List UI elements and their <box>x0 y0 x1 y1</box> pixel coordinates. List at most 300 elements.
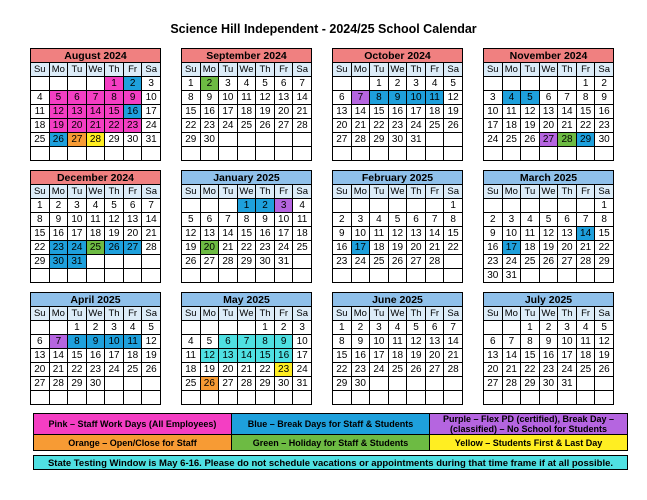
weekday-label: We <box>539 307 558 321</box>
day-cell: 12 <box>407 335 426 349</box>
day-cell: 3 <box>484 91 503 105</box>
weekday-label: We <box>237 185 256 199</box>
weekday-label: Tu <box>370 185 389 199</box>
day-cell: 14 <box>86 105 105 119</box>
weekday-label: We <box>388 185 407 199</box>
day-cell: 13 <box>219 349 238 363</box>
day-cell: 1 <box>68 321 87 335</box>
day-cell: 23 <box>351 363 370 377</box>
day-cell: 15 <box>256 349 275 363</box>
day-cell: 10 <box>293 335 312 349</box>
weekday-label: Th <box>558 307 577 321</box>
day-cell: 13 <box>333 105 352 119</box>
day-cell: 4 <box>502 91 521 105</box>
day-cell: 11 <box>425 91 444 105</box>
day-cell: 22 <box>105 119 124 133</box>
weekday-label: Tu <box>370 307 389 321</box>
weekday-label: Mo <box>502 307 521 321</box>
weekday-label: We <box>539 63 558 77</box>
day-cell: 8 <box>237 213 256 227</box>
day-cell: 2 <box>86 321 105 335</box>
weekday-label: Th <box>256 63 275 77</box>
day-cell: 12 <box>105 213 124 227</box>
empty-cell <box>274 391 293 405</box>
day-cell: 9 <box>595 91 614 105</box>
weekday-label: Th <box>407 185 426 199</box>
empty-cell <box>444 147 463 161</box>
empty-cell <box>388 377 407 391</box>
day-cell: 20 <box>333 119 352 133</box>
day-cell: 13 <box>484 349 503 363</box>
day-cell: 21 <box>49 363 68 377</box>
day-cell: 28 <box>351 133 370 147</box>
day-cell: 20 <box>68 119 87 133</box>
day-cell: 26 <box>444 119 463 133</box>
day-cell: 23 <box>333 255 352 269</box>
empty-cell <box>576 391 595 405</box>
day-cell: 29 <box>182 133 201 147</box>
weekday-label: Su <box>333 63 352 77</box>
empty-cell <box>182 269 201 283</box>
day-cell: 17 <box>293 349 312 363</box>
empty-cell <box>200 391 219 405</box>
weekday-label: Tu <box>219 307 238 321</box>
day-cell: 8 <box>333 335 352 349</box>
day-cell: 4 <box>123 321 142 335</box>
day-cell: 24 <box>502 255 521 269</box>
day-cell: 20 <box>219 363 238 377</box>
day-cell: 19 <box>595 349 614 363</box>
empty-cell <box>521 269 540 283</box>
weekday-label: We <box>388 63 407 77</box>
day-cell: 10 <box>219 91 238 105</box>
month-title: December 2024 <box>30 170 161 184</box>
day-cell: 30 <box>86 377 105 391</box>
day-cell: 21 <box>86 119 105 133</box>
day-cell: 8 <box>521 335 540 349</box>
weekday-label: Fr <box>123 307 142 321</box>
day-cell: 9 <box>388 91 407 105</box>
empty-cell <box>388 269 407 283</box>
day-cell: 1 <box>576 77 595 91</box>
day-cell: 22 <box>256 363 275 377</box>
empty-cell <box>351 391 370 405</box>
day-cell: 19 <box>105 227 124 241</box>
weekday-label: Su <box>484 307 503 321</box>
day-cell: 3 <box>502 213 521 227</box>
day-cell: 21 <box>351 119 370 133</box>
day-cell: 17 <box>351 241 370 255</box>
weekday-label: Sa <box>595 185 614 199</box>
day-cell: 31 <box>274 255 293 269</box>
day-cell: 30 <box>388 133 407 147</box>
empty-cell <box>219 199 238 213</box>
empty-cell <box>293 391 312 405</box>
day-cell: 21 <box>425 241 444 255</box>
day-cell: 20 <box>425 349 444 363</box>
empty-cell <box>31 77 50 91</box>
day-cell: 25 <box>576 363 595 377</box>
day-cell: 19 <box>256 105 275 119</box>
day-cell: 18 <box>576 349 595 363</box>
day-cell: 1 <box>105 77 124 91</box>
weekday-label: Su <box>333 307 352 321</box>
weekday-label: Mo <box>200 307 219 321</box>
day-cell: 9 <box>49 213 68 227</box>
empty-cell <box>595 377 614 391</box>
month-march-2025 <box>483 170 614 283</box>
weekday-label: Fr <box>123 63 142 77</box>
day-cell: 12 <box>595 335 614 349</box>
day-cell: 24 <box>370 363 389 377</box>
day-cell: 8 <box>105 91 124 105</box>
empty-cell <box>182 321 201 335</box>
day-cell: 17 <box>142 105 161 119</box>
month-february-2025 <box>332 170 463 283</box>
empty-cell <box>558 391 577 405</box>
empty-cell <box>407 147 426 161</box>
day-cell: 31 <box>407 133 426 147</box>
day-cell: 4 <box>182 335 201 349</box>
day-cell: 14 <box>444 335 463 349</box>
empty-cell <box>502 321 521 335</box>
empty-cell <box>256 391 275 405</box>
day-cell: 26 <box>142 363 161 377</box>
day-cell: 28 <box>86 133 105 147</box>
empty-cell <box>576 269 595 283</box>
day-cell: 29 <box>31 255 50 269</box>
day-cell: 29 <box>105 133 124 147</box>
empty-cell <box>558 199 577 213</box>
weekday-label: Mo <box>49 63 68 77</box>
weekday-label: Tu <box>521 307 540 321</box>
month-title: August 2024 <box>30 48 161 62</box>
day-cell: 23 <box>539 363 558 377</box>
empty-cell <box>274 269 293 283</box>
day-cell: 27 <box>219 377 238 391</box>
weekday-label: Tu <box>68 307 87 321</box>
day-cell: 1 <box>444 199 463 213</box>
empty-cell <box>558 147 577 161</box>
day-cell: 1 <box>370 77 389 91</box>
empty-cell <box>219 147 238 161</box>
weekday-label: Su <box>182 307 201 321</box>
empty-cell <box>425 133 444 147</box>
weekday-label: Tu <box>370 63 389 77</box>
day-cell: 22 <box>576 119 595 133</box>
day-cell: 9 <box>256 213 275 227</box>
weekday-label: Th <box>105 63 124 77</box>
day-cell: 17 <box>219 105 238 119</box>
empty-cell <box>293 255 312 269</box>
day-cell: 10 <box>558 335 577 349</box>
day-cell: 22 <box>237 241 256 255</box>
day-cell: 17 <box>370 349 389 363</box>
day-cell: 15 <box>333 349 352 363</box>
weekday-label: Su <box>182 185 201 199</box>
day-cell: 13 <box>539 105 558 119</box>
day-cell: 30 <box>256 255 275 269</box>
day-cell: 3 <box>351 213 370 227</box>
day-cell: 7 <box>444 321 463 335</box>
day-cell: 1 <box>237 199 256 213</box>
day-cell: 16 <box>274 349 293 363</box>
empty-cell <box>86 391 105 405</box>
empty-cell <box>293 147 312 161</box>
weekday-label: Fr <box>274 185 293 199</box>
weekday-label: Mo <box>351 63 370 77</box>
weekday-label: Su <box>333 185 352 199</box>
day-cell: 31 <box>558 377 577 391</box>
month-april-2025 <box>30 292 161 405</box>
month-october-2024 <box>332 48 463 161</box>
empty-cell <box>539 147 558 161</box>
empty-cell <box>237 269 256 283</box>
weekday-label: Mo <box>200 185 219 199</box>
day-cell: 5 <box>49 91 68 105</box>
day-cell: 4 <box>388 321 407 335</box>
empty-cell <box>539 269 558 283</box>
month-may-2025 <box>181 292 312 405</box>
day-cell: 18 <box>521 241 540 255</box>
day-cell: 22 <box>595 241 614 255</box>
empty-cell <box>351 77 370 91</box>
empty-cell <box>237 321 256 335</box>
day-cell: 29 <box>576 133 595 147</box>
empty-cell <box>200 199 219 213</box>
day-cell: 16 <box>388 105 407 119</box>
day-cell: 4 <box>293 199 312 213</box>
day-cell: 6 <box>333 91 352 105</box>
empty-cell <box>576 199 595 213</box>
empty-cell <box>31 391 50 405</box>
day-cell: 30 <box>595 133 614 147</box>
weekday-label: Sa <box>444 185 463 199</box>
month-title: September 2024 <box>181 48 312 62</box>
day-cell: 14 <box>351 105 370 119</box>
day-cell: 21 <box>576 241 595 255</box>
day-cell: 20 <box>484 363 503 377</box>
day-cell: 16 <box>351 349 370 363</box>
day-cell: 5 <box>521 91 540 105</box>
day-cell: 14 <box>576 227 595 241</box>
day-cell: 17 <box>68 227 87 241</box>
empty-cell <box>219 321 238 335</box>
day-cell: 18 <box>502 119 521 133</box>
day-cell: 2 <box>333 213 352 227</box>
day-cell: 11 <box>31 105 50 119</box>
empty-cell <box>123 269 142 283</box>
month-january-2025 <box>181 170 312 283</box>
day-cell: 29 <box>595 255 614 269</box>
day-cell: 14 <box>219 227 238 241</box>
day-cell: 15 <box>444 227 463 241</box>
day-cell: 6 <box>200 213 219 227</box>
day-cell: 13 <box>425 335 444 349</box>
day-cell: 18 <box>425 105 444 119</box>
day-cell: 16 <box>86 349 105 363</box>
day-cell: 2 <box>351 321 370 335</box>
weekday-label: Fr <box>274 307 293 321</box>
day-cell: 24 <box>274 241 293 255</box>
weekday-label: Th <box>407 63 426 77</box>
day-cell: 16 <box>333 241 352 255</box>
empty-cell <box>86 77 105 91</box>
day-cell: 7 <box>293 77 312 91</box>
day-cell: 24 <box>407 119 426 133</box>
empty-cell <box>49 391 68 405</box>
empty-cell <box>370 377 389 391</box>
weekday-label: We <box>86 185 105 199</box>
day-cell: 30 <box>539 377 558 391</box>
day-cell: 28 <box>49 377 68 391</box>
empty-cell <box>484 391 503 405</box>
day-cell: 16 <box>49 227 68 241</box>
day-cell: 23 <box>256 241 275 255</box>
day-cell: 27 <box>31 377 50 391</box>
day-cell: 17 <box>407 105 426 119</box>
day-cell: 12 <box>521 105 540 119</box>
day-cell: 18 <box>237 105 256 119</box>
day-cell: 7 <box>49 335 68 349</box>
day-cell: 2 <box>539 321 558 335</box>
empty-cell <box>502 147 521 161</box>
day-cell: 3 <box>274 199 293 213</box>
empty-cell <box>595 391 614 405</box>
empty-cell <box>558 269 577 283</box>
day-cell: 22 <box>521 363 540 377</box>
day-cell: 3 <box>105 321 124 335</box>
day-cell: 6 <box>425 321 444 335</box>
legend-purple: Purple – Flex PD (certified), Break Day – (classified) – No School for Students <box>430 414 628 435</box>
day-cell: 1 <box>333 321 352 335</box>
day-cell: 20 <box>274 105 293 119</box>
empty-cell <box>444 377 463 391</box>
empty-cell <box>49 77 68 91</box>
empty-cell <box>293 269 312 283</box>
day-cell: 23 <box>388 119 407 133</box>
day-cell: 22 <box>370 119 389 133</box>
month-august-2024 <box>30 48 161 161</box>
empty-cell <box>558 77 577 91</box>
day-cell: 23 <box>49 241 68 255</box>
day-cell: 5 <box>200 335 219 349</box>
empty-cell <box>274 133 293 147</box>
day-cell: 26 <box>105 241 124 255</box>
weekday-label: Su <box>484 63 503 77</box>
empty-cell <box>31 147 50 161</box>
weekday-label: Sa <box>293 307 312 321</box>
day-cell: 24 <box>293 363 312 377</box>
day-cell: 6 <box>539 91 558 105</box>
empty-cell <box>444 269 463 283</box>
weekday-label: We <box>86 307 105 321</box>
empty-cell <box>425 199 444 213</box>
day-cell: 20 <box>558 241 577 255</box>
day-cell: 11 <box>293 213 312 227</box>
day-cell: 10 <box>407 91 426 105</box>
day-cell: 18 <box>86 227 105 241</box>
legend-orange: Orange – Open/Close for Staff <box>34 435 232 451</box>
day-cell: 29 <box>256 377 275 391</box>
day-cell: 12 <box>200 349 219 363</box>
empty-cell <box>370 147 389 161</box>
day-cell: 18 <box>388 349 407 363</box>
month-september-2024 <box>181 48 312 161</box>
day-cell: 25 <box>86 241 105 255</box>
day-cell: 17 <box>105 349 124 363</box>
empty-cell <box>388 147 407 161</box>
empty-cell <box>86 269 105 283</box>
weekday-label: Sa <box>595 307 614 321</box>
day-cell: 11 <box>370 227 389 241</box>
day-cell: 15 <box>105 105 124 119</box>
weekday-label: Mo <box>351 307 370 321</box>
month-title: June 2025 <box>332 292 463 306</box>
day-cell: 24 <box>484 133 503 147</box>
day-cell: 24 <box>142 119 161 133</box>
day-cell: 27 <box>539 133 558 147</box>
day-cell: 11 <box>521 227 540 241</box>
day-cell: 7 <box>558 91 577 105</box>
empty-cell <box>142 377 161 391</box>
day-cell: 30 <box>484 269 503 283</box>
day-cell: 19 <box>444 105 463 119</box>
weekday-label: Sa <box>142 307 161 321</box>
weekday-label: Su <box>182 63 201 77</box>
legend-green: Green – Holiday for Staff & Students <box>232 435 430 451</box>
weekday-label: Mo <box>351 185 370 199</box>
day-cell: 15 <box>576 105 595 119</box>
weekday-label: Tu <box>521 63 540 77</box>
weekday-label: Mo <box>49 185 68 199</box>
day-cell: 30 <box>49 255 68 269</box>
empty-cell <box>351 199 370 213</box>
day-cell: 20 <box>407 241 426 255</box>
day-cell: 26 <box>407 363 426 377</box>
weekday-label: Sa <box>293 185 312 199</box>
day-cell: 2 <box>484 213 503 227</box>
day-cell: 12 <box>182 227 201 241</box>
weekday-label: We <box>86 63 105 77</box>
empty-cell <box>502 77 521 91</box>
day-cell: 6 <box>484 335 503 349</box>
month-title: November 2024 <box>483 48 614 62</box>
day-cell: 20 <box>200 241 219 255</box>
day-cell: 4 <box>237 77 256 91</box>
day-cell: 25 <box>123 363 142 377</box>
weekday-label: Mo <box>502 185 521 199</box>
legend <box>33 413 628 451</box>
empty-cell <box>521 77 540 91</box>
day-cell: 5 <box>539 213 558 227</box>
empty-cell <box>425 269 444 283</box>
weekday-label: Sa <box>142 63 161 77</box>
day-cell: 1 <box>595 199 614 213</box>
day-cell: 9 <box>86 335 105 349</box>
day-cell: 6 <box>68 91 87 105</box>
empty-cell <box>237 133 256 147</box>
day-cell: 15 <box>595 227 614 241</box>
day-cell: 5 <box>256 77 275 91</box>
weekday-label: Tu <box>68 63 87 77</box>
day-cell: 27 <box>274 119 293 133</box>
empty-cell <box>539 77 558 91</box>
day-cell: 28 <box>444 363 463 377</box>
day-cell: 14 <box>237 349 256 363</box>
day-cell: 10 <box>370 335 389 349</box>
day-cell: 11 <box>502 105 521 119</box>
